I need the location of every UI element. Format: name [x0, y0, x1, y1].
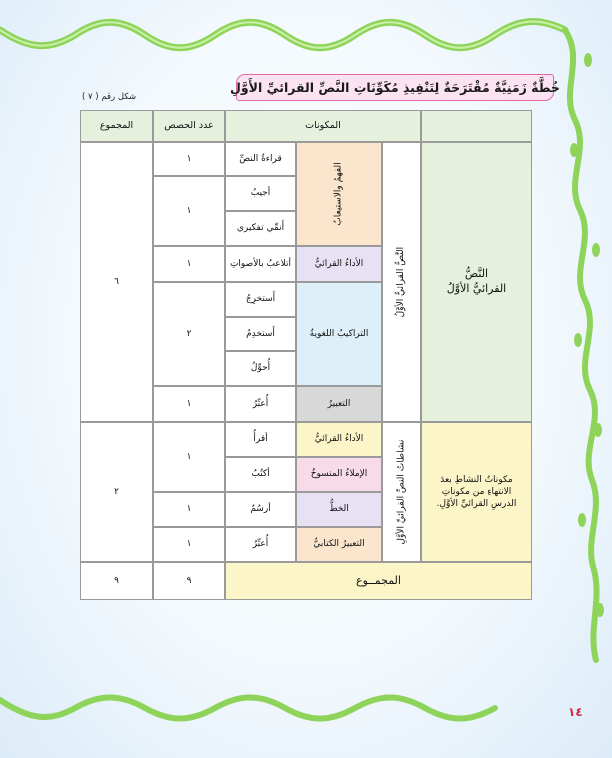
item-think: أَنمِّي تفكيري [225, 211, 296, 246]
page-number: ١٤ [568, 705, 583, 719]
group2-dictation: الإملاءُ المنسوخُ [296, 457, 382, 492]
sessions2-draw: ١ [153, 492, 225, 527]
group2-written: التعبيرُ الكتابيُّ [296, 527, 382, 562]
section1-total: ٦ [80, 142, 153, 422]
section1-name-line1: النَّصُّ [464, 267, 489, 281]
item-extract: أَستخرِجُ [225, 282, 296, 317]
section1-vertical-label [382, 142, 421, 422]
group-expression: التعبيرُ [296, 386, 382, 422]
item-read-text: قراءةُ النصِّ [225, 142, 296, 176]
sessions-read-text: ١ [153, 142, 225, 176]
group2-performance: الأداءُ القرائيُّ [296, 422, 382, 457]
section1-name [421, 142, 532, 422]
group-comprehension [296, 142, 382, 246]
sessions-answer-think: ١ [153, 176, 225, 246]
header-total: المجموع [80, 110, 153, 142]
item-express: أُعبِّرُ [225, 386, 296, 422]
footer-total: ٩ [80, 562, 153, 600]
section2-vertical-label [382, 422, 421, 562]
header-sessions: عدد الحصص [153, 110, 225, 142]
sessions-expression: ١ [153, 386, 225, 422]
group-structures: التراكيبُ اللغويةُ [296, 282, 382, 386]
header-blank [421, 110, 532, 142]
item-convert: أُحوِّلُ [225, 351, 296, 386]
group-comprehension-label: الفهمُ والاستيعابُ [333, 162, 344, 226]
item2-draw: أرسُمُ [225, 492, 296, 527]
sessions2-read-write: ١ [153, 422, 225, 492]
sessions-performance: ١ [153, 246, 225, 282]
group2-handwriting: الخطُّ [296, 492, 382, 527]
section2-total: ٢ [80, 422, 153, 562]
item-recite: أتلاعبُ بالأصواتِ [225, 246, 296, 282]
item2-write: أكتُبُ [225, 457, 296, 492]
item2-read: أقرأُ [225, 422, 296, 457]
item2-express: أُعبِّرُ [225, 527, 296, 562]
section2-vertical-text: نشاطاتُ النصِّ القرائيِّ الأوَّلِ [396, 439, 407, 545]
item-use: أَستخدِمُ [225, 317, 296, 351]
page-title: خُطَّةٌ زَمَنِيَّةٌ مُقْتَرَحَةٌ لِتَنْفِيذِ مُكَوِّنَاتِ النَّصِّ القرائيِّ الأَوَّلِ [236, 74, 554, 101]
footer-sessions: ٩ [153, 562, 225, 600]
section1-name-line2: القرائيُّ الأوَّلُ [446, 282, 507, 295]
section2-name: مكوناتُ النشاطِ بعدَ الانتهاءِ من مكوناتِ الدرسِ القرائيِّ الأوَّلِ. [421, 422, 532, 562]
item-answer: أجيبُ [225, 176, 296, 211]
sessions2-express: ١ [153, 527, 225, 562]
section1-vertical-text: النَّصُّ القرائيُّ الأوَّلُ [396, 246, 407, 318]
group-performance: الأداءُ القرائيُّ [296, 246, 382, 282]
figure-label: شكل رقم ( ٧ ) [82, 92, 137, 102]
footer-label: المجمــوع [225, 562, 532, 600]
header-components: المكونات [225, 110, 421, 142]
sessions-structures: ٢ [153, 282, 225, 386]
